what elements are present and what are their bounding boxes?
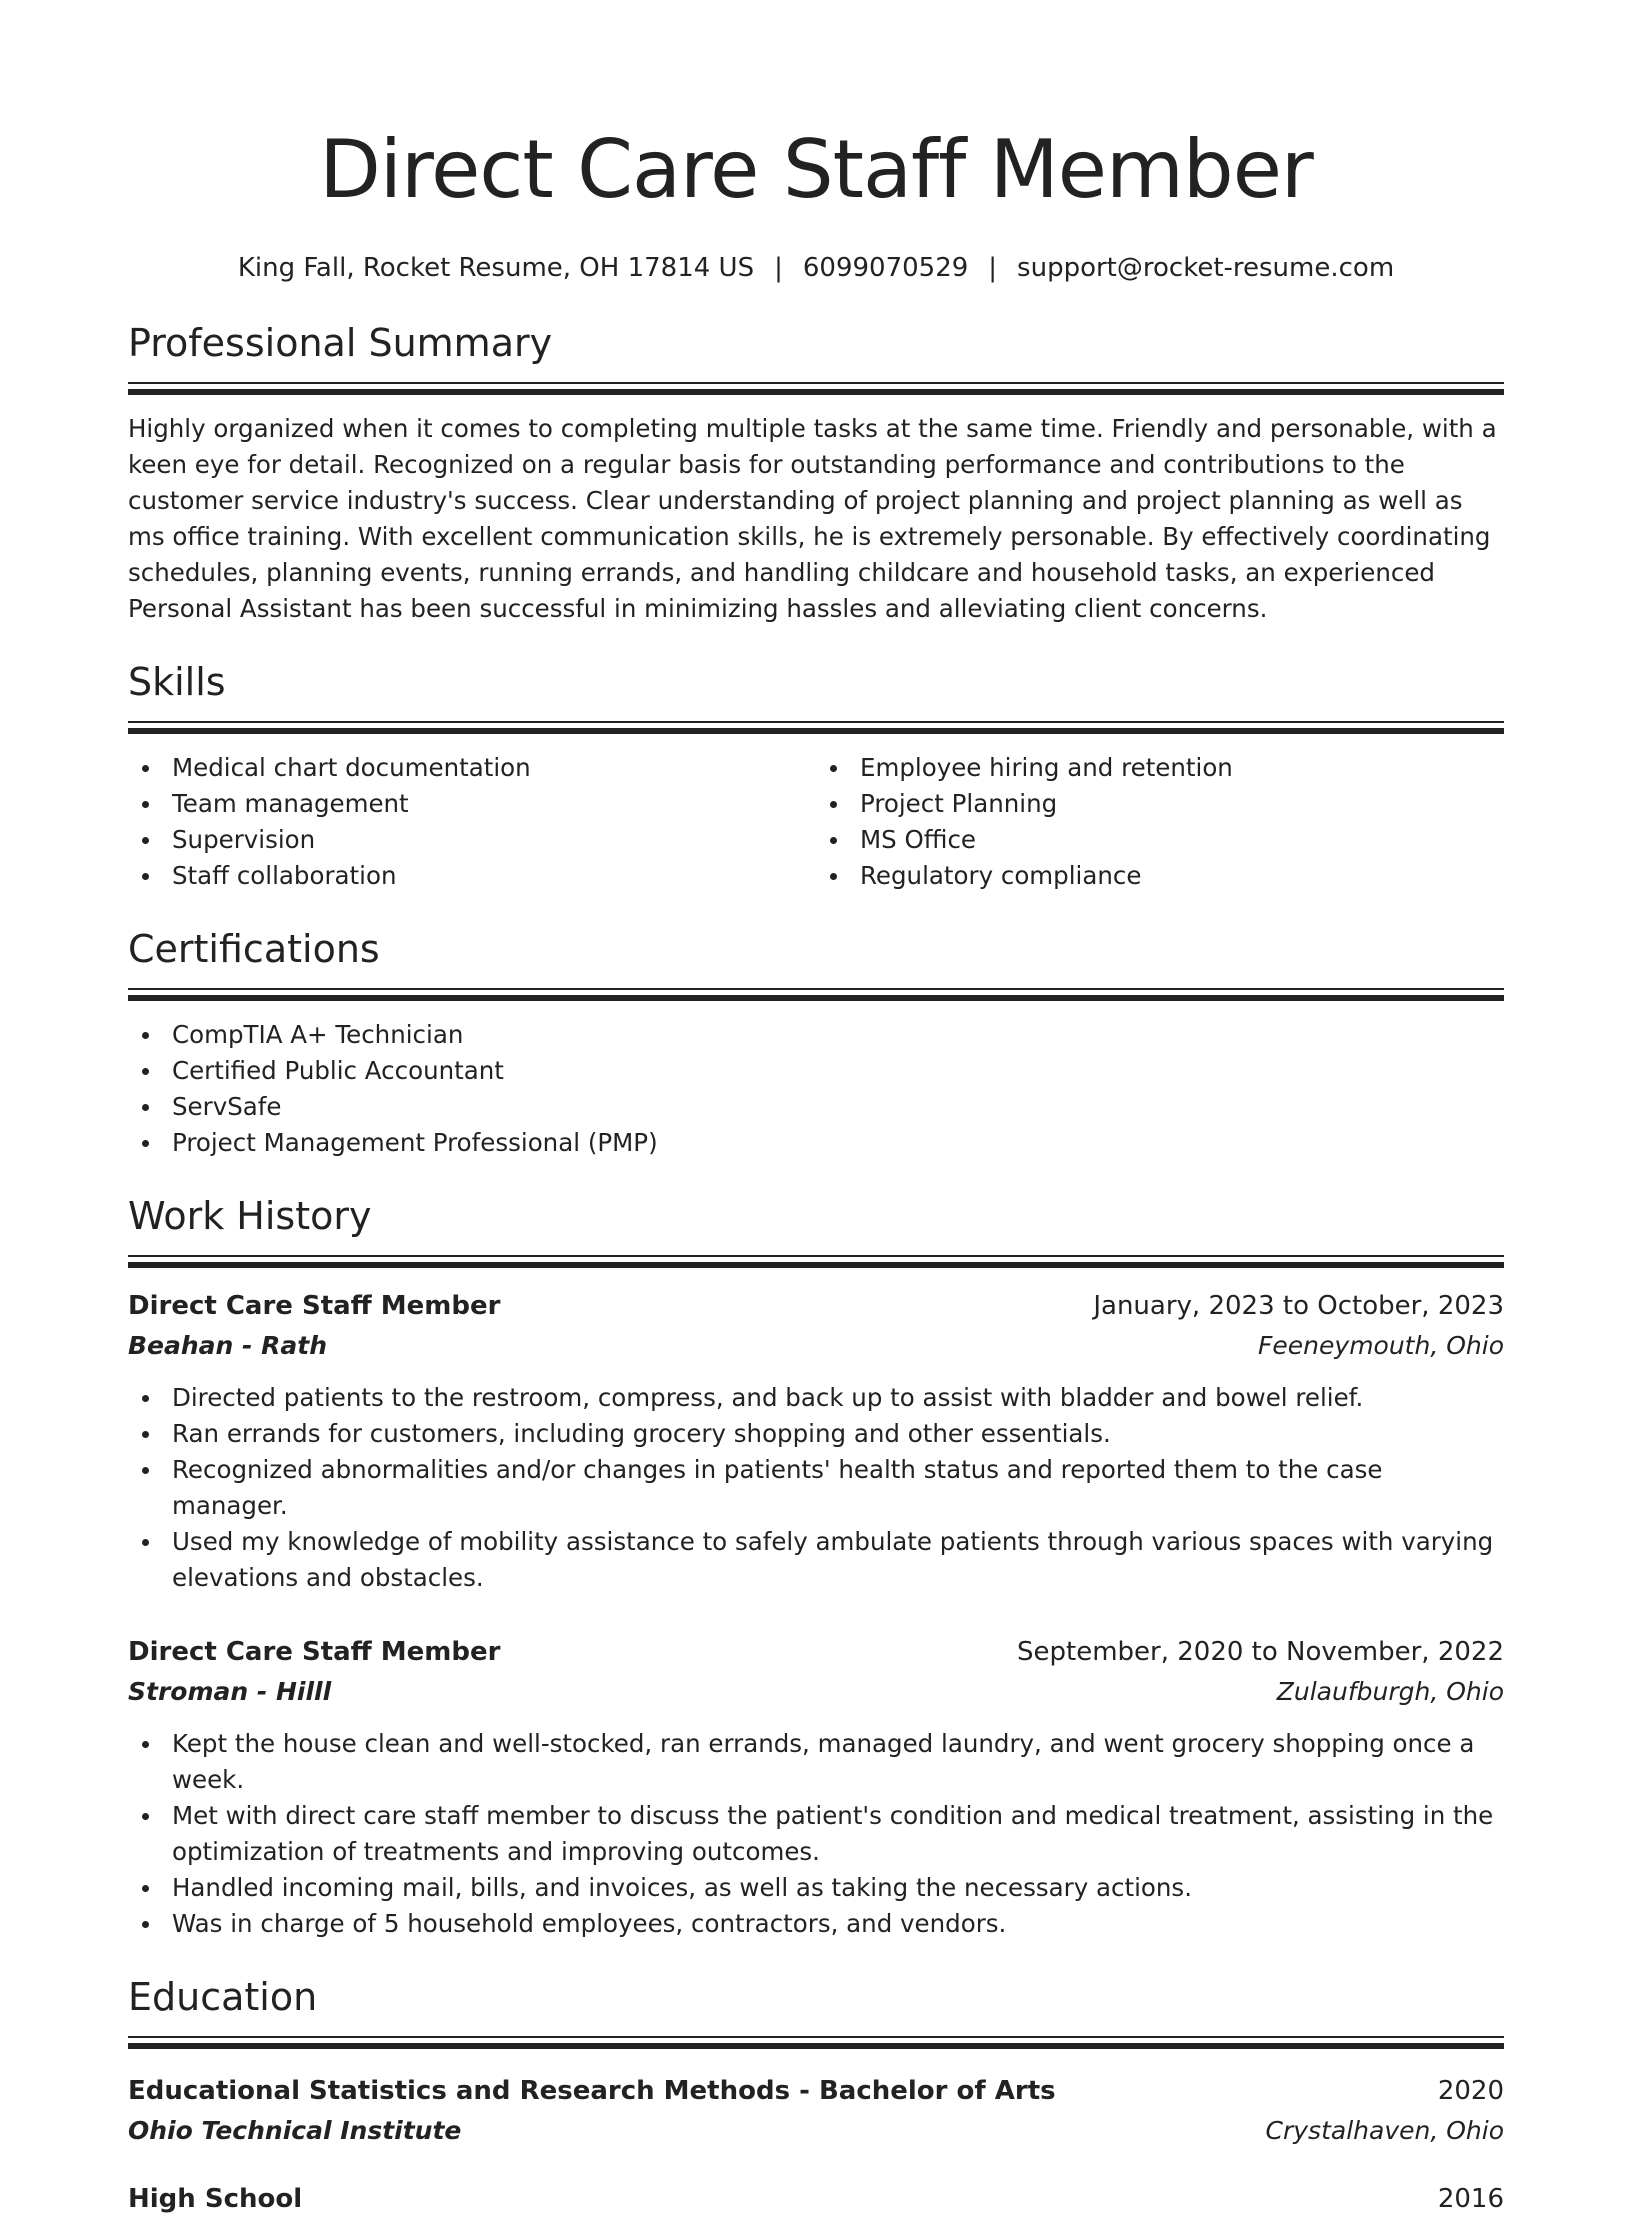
skill-item: Supervision [128, 822, 816, 858]
certifications-section [128, 924, 1504, 1161]
skills-section [128, 657, 1504, 894]
skill-item: Employee hiring and retention [816, 750, 1504, 786]
education-header-row [128, 2179, 1504, 2219]
education-entry [128, 2071, 1504, 2151]
education-section [128, 1972, 1504, 2219]
job-header-row [128, 1632, 1504, 1672]
skill-item: Regulatory compliance [816, 858, 1504, 894]
certification-item: Certified Public Accountant [128, 1053, 1504, 1089]
education-school-row [128, 2111, 1504, 2151]
section-divider [128, 988, 1504, 1001]
section-divider [128, 1255, 1504, 1268]
skill-item: Project Planning [816, 786, 1504, 822]
contact-phone: 6099070529 [802, 253, 969, 283]
job-company-row [128, 1672, 1504, 1712]
certification-item: CompTIA A+ Technician [128, 1017, 1504, 1053]
skills-list-left [128, 750, 816, 894]
education-location: Crystalhaven, Ohio [1265, 2116, 1504, 2145]
skill-item: Staff collaboration [128, 858, 816, 894]
skill-item: Team management [128, 786, 816, 822]
job-company: Beahan - Rath [128, 1331, 327, 1360]
job-bullet: Handled incoming mail, bills, and invoices, as well as taking the necessary actions. [128, 1870, 1504, 1906]
job-title: Direct Care Staff Member [128, 1637, 501, 1667]
work-history-section [128, 1191, 1504, 1942]
job-location: Zulaufburgh, Ohio [1276, 1677, 1504, 1706]
skills-grid [128, 750, 1504, 894]
skill-item: MS Office [816, 822, 1504, 858]
section-title-education: Education [128, 1975, 318, 2019]
summary-section [128, 318, 1504, 627]
job-company-row [128, 1326, 1504, 1366]
section-title-skills: Skills [128, 660, 226, 704]
section-title-certifications: Certifications [128, 927, 380, 971]
section-divider [128, 721, 1504, 734]
education-year: 2020 [1437, 2076, 1504, 2106]
job-bullet: Kept the house clean and well-stocked, ran errands, managed laundry, and went grocery shopping once a week. [128, 1726, 1504, 1798]
section-title-work-history: Work History [128, 1194, 372, 1238]
contact-address: King Fall, Rocket Resume, OH 17814 US [237, 253, 755, 283]
job-entry [128, 1286, 1504, 1596]
education-header-row [128, 2071, 1504, 2111]
job-company: Stroman - Hilll [128, 1677, 332, 1706]
job-entry [128, 1632, 1504, 1942]
section-divider [128, 382, 1504, 395]
certification-item: Project Management Professional (PMP) [128, 1125, 1504, 1161]
skills-list-right [816, 750, 1504, 894]
job-bullet: Used my knowledge of mobility assistance to safely ambulate patients through various spaces with varying elevations and obstacles. [128, 1524, 1504, 1596]
certifications-list [128, 1017, 1504, 1161]
contact-email[interactable]: support@rocket-resume.com [1017, 253, 1395, 283]
summary-text: Highly organized when it comes to completing multiple tasks at the same time. Friendly and personable, with a keen eye for detail. Recognized on a regular basis for outstanding performance and contributions to the customer service industry's success. Clear understanding of project planning and project planning as well as ms office training. With excellent communication skills, he is extremely personable. By effectively coordinating schedules, planning events, running errands, and handling childcare and household tasks, an experienced Personal Assistant has been successful in minimizing hassles and alleviating client concerns. [128, 414, 1497, 623]
certification-item: ServSafe [128, 1089, 1504, 1125]
job-location: Feeneymouth, Ohio [1258, 1331, 1504, 1360]
job-bullet: Ran errands for customers, including grocery shopping and other essentials. [128, 1416, 1504, 1452]
job-bullets [128, 1380, 1504, 1596]
education-school: Ohio Technical Institute [128, 2116, 462, 2145]
job-bullet: Met with direct care staff member to discuss the patient's condition and medical treatment, assisting in the optimization of treatments and improving outcomes. [128, 1798, 1504, 1870]
section-title-summary: Professional Summary [128, 321, 553, 365]
job-bullet: Was in charge of 5 household employees, contractors, and vendors. [128, 1906, 1504, 1942]
job-dates: January, 2023 to October, 2023 [1093, 1291, 1504, 1321]
contact-separator: | [988, 253, 998, 283]
section-divider [128, 2036, 1504, 2049]
education-entry [128, 2179, 1504, 2219]
job-bullets [128, 1726, 1504, 1942]
candidate-name: Direct Care Staff Member [319, 123, 1313, 216]
job-header-row [128, 1286, 1504, 1326]
job-title: Direct Care Staff Member [128, 1291, 501, 1321]
job-bullet: Recognized abnormalities and/or changes in patients' health status and reported them to the case manager. [128, 1452, 1504, 1524]
contact-line [128, 248, 1504, 288]
education-degree: Educational Statistics and Research Methods - Bachelor of Arts [128, 2076, 1056, 2106]
skill-item: Medical chart documentation [128, 750, 816, 786]
job-dates: September, 2020 to November, 2022 [1017, 1637, 1504, 1667]
education-year: 2016 [1437, 2184, 1504, 2214]
contact-separator: | [774, 253, 783, 283]
education-degree: High School [128, 2184, 303, 2214]
job-bullet: Directed patients to the restroom, compress, and back up to assist with bladder and bowel relief. [128, 1380, 1504, 1416]
